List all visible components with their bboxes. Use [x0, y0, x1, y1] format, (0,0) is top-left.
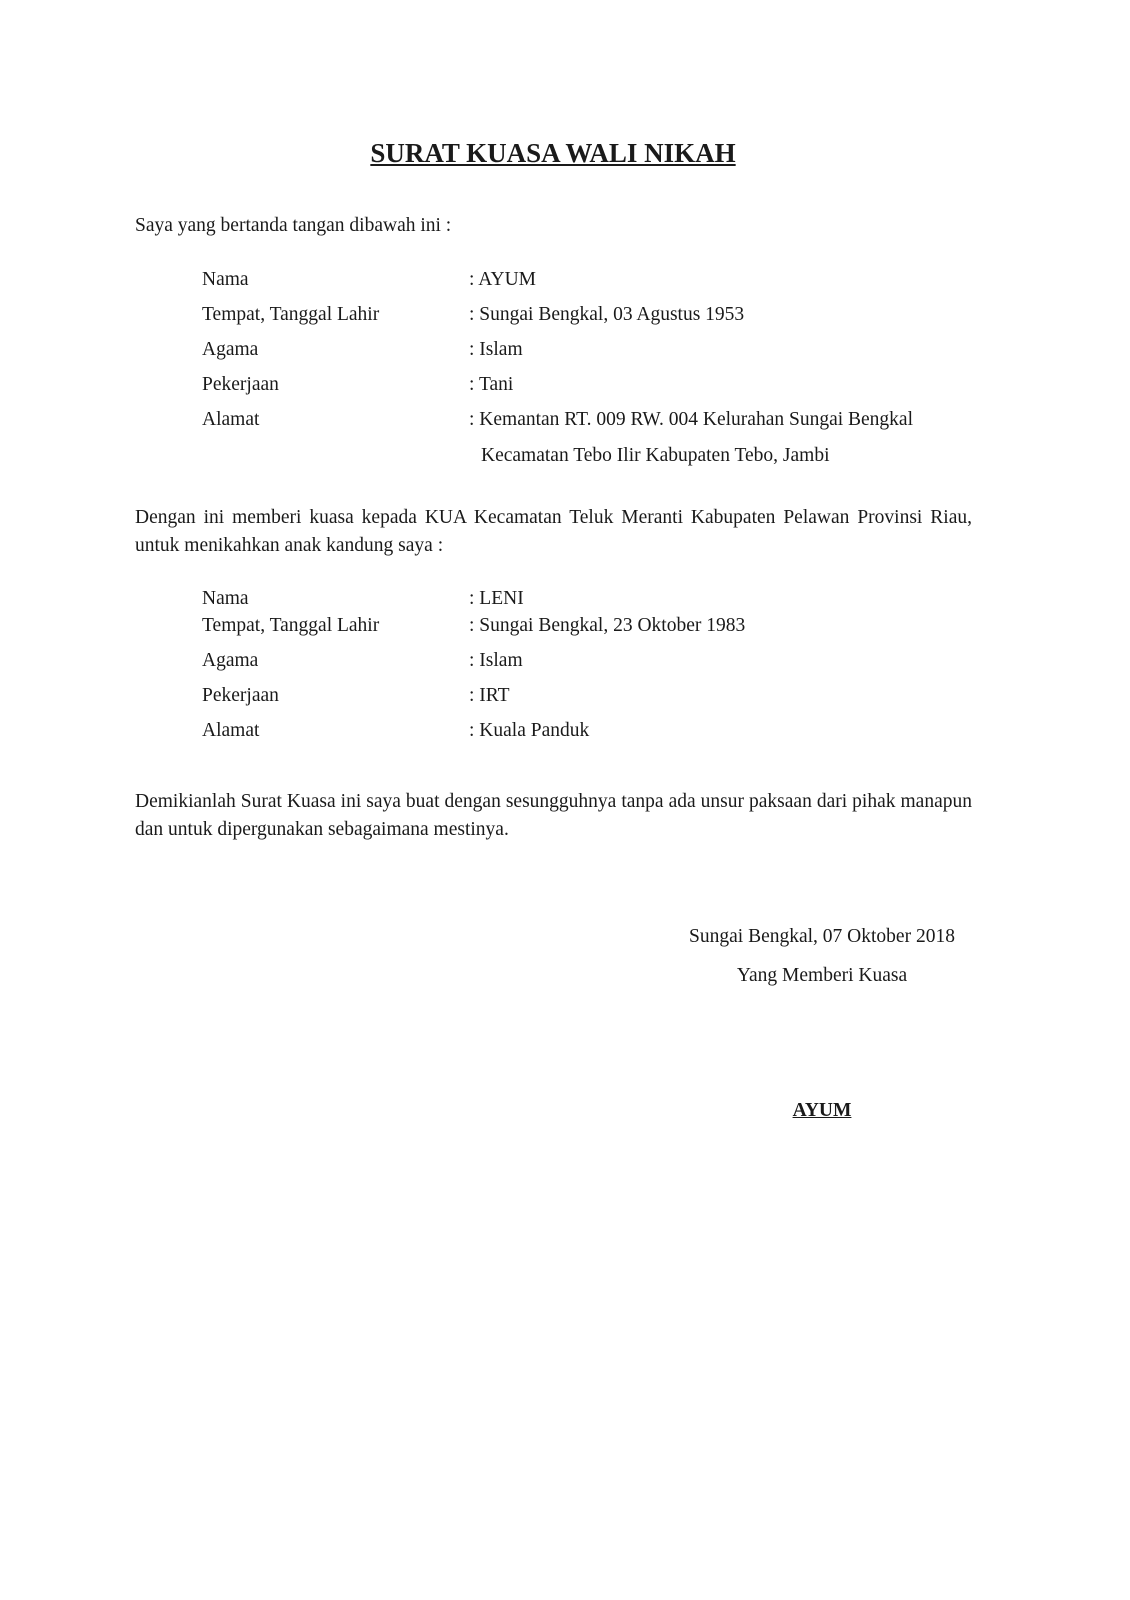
child-value-birth: : Sungai Bengkal, 23 Oktober 1983 — [469, 615, 746, 636]
child-label-address: Alamat — [202, 720, 260, 741]
grantor-label-occupation: Pekerjaan — [202, 374, 279, 395]
grantor-label-birth: Tempat, Tanggal Lahir — [202, 304, 380, 325]
grantor-value-address: : Kemantan RT. 009 RW. 004 Kelurahan Sungai Bengkal — [469, 409, 914, 430]
child-value-address: : Kuala Panduk — [469, 720, 590, 741]
grantor-value-address-cont: Kecamatan Tebo Ilir Kabupaten Tebo, Jambi — [481, 445, 830, 466]
child-value-religion: : Islam — [469, 650, 523, 671]
child-label-birth: Tempat, Tanggal Lahir — [202, 615, 380, 636]
closing-paragraph: Demikianlah Surat Kuasa ini saya buat dengan sesungguhnya tanpa ada unsur paksaan dari pihak manapun dan untuk dipergunakan sebagaimana mestinya. — [135, 791, 972, 840]
grantor-value-religion: : Islam — [469, 339, 523, 360]
grantor-label-religion: Agama — [202, 339, 259, 360]
document-title: SURAT KUASA WALI NIKAH — [370, 138, 736, 168]
signature-place-date: Sungai Bengkal, 07 Oktober 2018 — [689, 926, 955, 947]
mandate-paragraph: Dengan ini memberi kuasa kepada KUA Kecamatan Teluk Meranti Kabupaten Pelawan Provinsi Riau, untuk menikahkan anak kandung saya : — [135, 507, 972, 556]
grantor-value-birth: : Sungai Bengkal, 03 Agustus 1953 — [469, 304, 745, 325]
signature-name-wrap — [622, 1099, 1022, 1123]
grantor-label-name: Nama — [202, 269, 249, 290]
grantor-value-name: : AYUM — [469, 269, 537, 290]
child-label-religion: Agama — [202, 650, 259, 671]
child-label-occupation: Pekerjaan — [202, 685, 279, 706]
intro-text: Saya yang bertanda tangan dibawah ini : — [135, 215, 452, 236]
signature-role: Yang Memberi Kuasa — [736, 965, 908, 986]
child-value-occupation: : IRT — [469, 685, 510, 706]
signature-name: AYUM — [792, 1100, 852, 1121]
grantor-value-occupation: : Tani — [469, 374, 514, 395]
grantor-label-address: Alamat — [202, 409, 260, 430]
child-label-name: Nama — [202, 588, 249, 609]
child-value-name: : LENI — [469, 588, 524, 609]
